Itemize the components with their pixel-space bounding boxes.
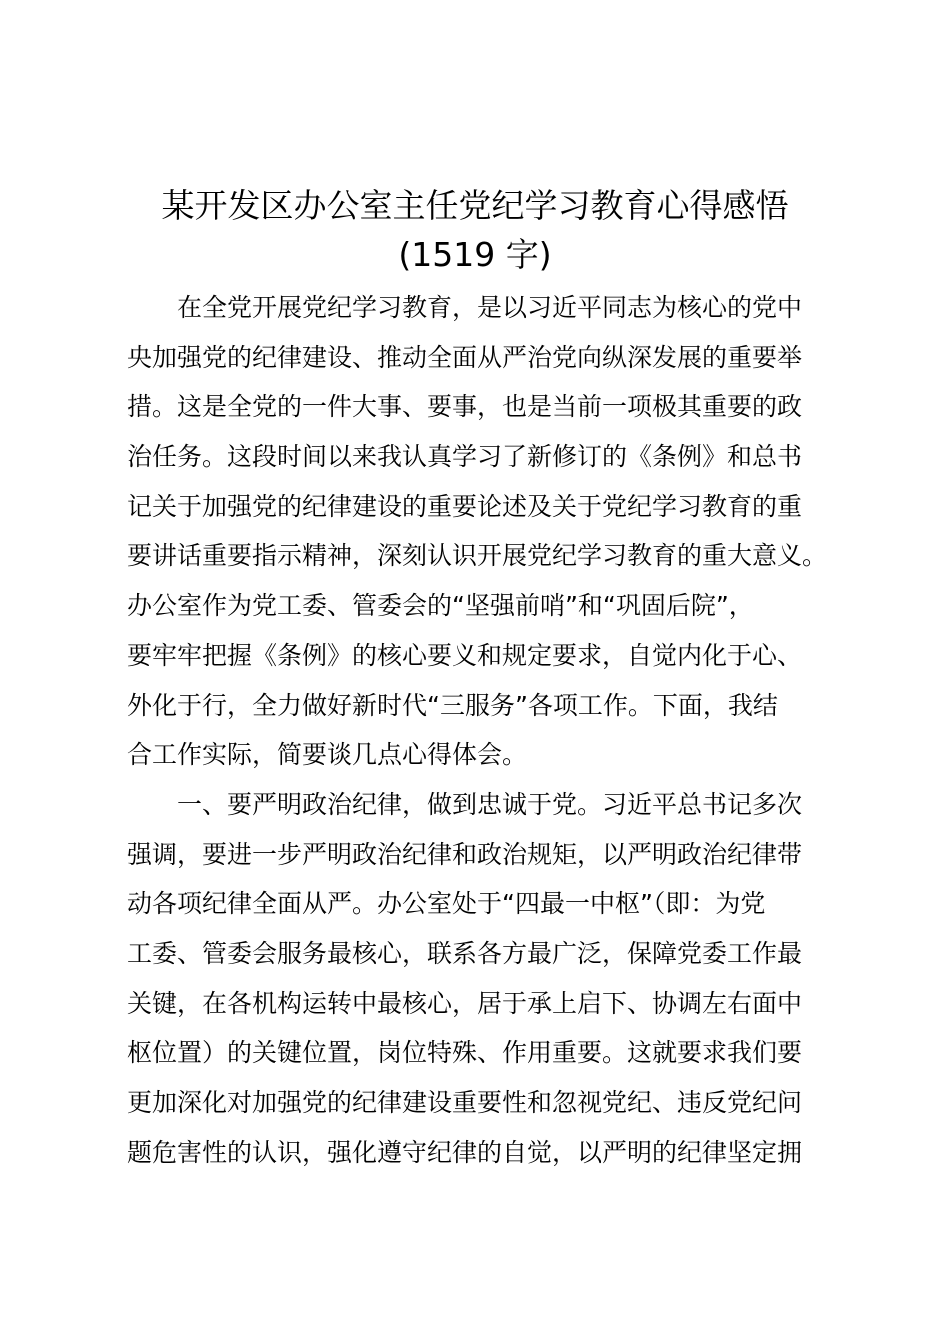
paragraph-line: 关键，在各机构运转中最核心，居于承上启下、协调左右面中 bbox=[127, 988, 803, 1018]
paragraph-line: 治任务。这段时间以来我认真学习了新修订的《条例》和总书 bbox=[127, 442, 803, 472]
paragraph-line: 工委、管委会服务最核心，联系各方最广泛，保障党委工作最 bbox=[127, 938, 803, 968]
section-heading-line: 一、要严明政治纪律，做到忠诚于党。习近平总书记多次 bbox=[177, 789, 803, 819]
paragraph-line: 记关于加强党的纪律建设的重要论述及关于党纪学习教育的重 bbox=[127, 491, 803, 521]
paragraph-line: 强调，要进一步严明政治纪律和政治规矩，以严明政治纪律带 bbox=[127, 839, 803, 869]
paragraph-line: 办公室作为党工委、管委会的“坚强前哨”和“巩固后院”， bbox=[127, 591, 754, 621]
paragraph-line: 合工作实际，简要谈几点心得体会。 bbox=[127, 740, 528, 770]
paragraph-line: 措。这是全党的一件大事、要事，也是当前一项极其重要的政 bbox=[127, 392, 803, 422]
paragraph-line: 外化于行，全力做好新时代“三服务”各项工作。下面，我结 bbox=[127, 690, 778, 720]
document-body bbox=[127, 283, 837, 1177]
paragraph-line: 央加强党的纪律建设、推动全面从严治党向纵深发展的重要举 bbox=[127, 342, 803, 372]
paragraph-line: 要讲话重要指示精神，深刻认识开展党纪学习教育的重大意义。 bbox=[127, 541, 828, 571]
paragraph-line: 更加深化对加强党的纪律建设重要性和忽视党纪、违反党纪问 bbox=[127, 1088, 803, 1117]
paragraph-line: 在全党开展党纪学习教育，是以习近平同志为核心的党中 bbox=[177, 293, 803, 322]
paragraph-line: 动各项纪律全面从严。办公室处于“四最一中枢”（即：为党 bbox=[127, 889, 766, 919]
document-subtitle-word-count: (1519 字) bbox=[398, 235, 552, 274]
paragraph-line: 枢位置）的关键位置，岗位特殊、作用重要。这就要求我们要 bbox=[127, 1038, 803, 1068]
document-title: 某开发区办公室主任党纪学习教育心得感悟 bbox=[161, 186, 789, 225]
paragraph-line: 要牢牢把握《条例》的核心要义和规定要求，自觉内化于心、 bbox=[127, 640, 803, 670]
paragraph-line: 题危害性的认识，强化遵守纪律的自觉，以严明的纪律坚定拥 bbox=[127, 1137, 803, 1167]
